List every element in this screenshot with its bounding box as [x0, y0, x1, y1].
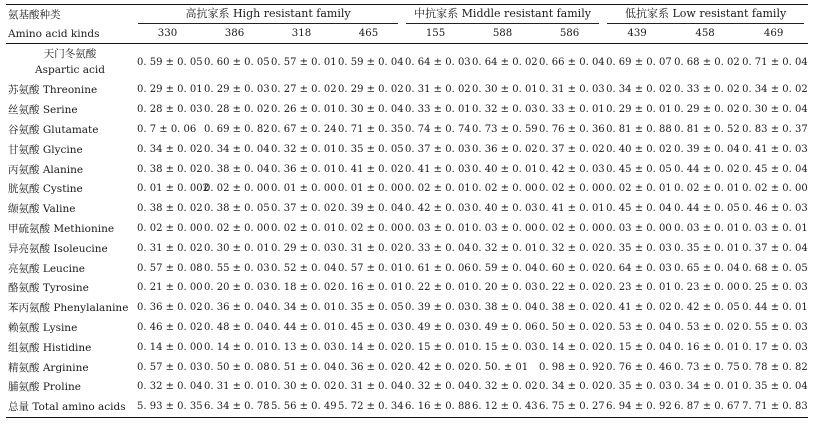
value-cell: 0. 42 ± 0. 03	[405, 203, 471, 215]
value-cell: 0. 29 ± 0. 01	[606, 104, 672, 116]
amino-acid-name-cn: 组氨酸	[8, 341, 40, 354]
family-header-439: 439	[627, 28, 647, 39]
value-cell: 0. 39 ± 0. 04	[674, 143, 740, 155]
value-cell: 0. 02 ± 0. 00	[472, 183, 538, 195]
amino-acid-name-en: Glutamate	[42, 123, 99, 136]
table-row	[6, 120, 808, 140]
value-cell: 0. 42 ± 0. 02	[405, 361, 471, 373]
value-cell: 0. 14 ± 0. 00	[137, 341, 203, 353]
value-cell: 0. 64 ± 0. 03	[405, 56, 471, 68]
value-cell: 0. 74 ± 0. 74	[405, 123, 471, 135]
value-cell: 0. 26 ± 0. 01	[271, 104, 337, 116]
value-cell: 0. 53 ± 0. 02	[674, 321, 740, 333]
value-cell: 0. 45 ± 0. 03	[338, 321, 404, 333]
value-cell: 0. 81 ± 0. 52	[674, 123, 740, 135]
value-cell: 0. 46 ± 0. 02	[137, 321, 203, 333]
amino-acid-name-en: Histidine	[42, 341, 92, 354]
amino-acid-name-en: Total amino acids	[32, 401, 126, 414]
value-cell: 0. 40 ± 0. 01	[472, 163, 538, 175]
value-cell: 0. 27 ± 0. 02	[271, 84, 337, 96]
value-cell: 0. 31 ± 0. 04	[338, 381, 404, 393]
value-cell: 0. 34 ± 0. 02	[742, 84, 808, 96]
value-cell: 0. 57 ± 0. 01	[338, 262, 404, 274]
amino-acid-name	[6, 318, 134, 338]
family-header-469: 469	[763, 28, 784, 39]
value-cell: 0. 65 ± 0. 04	[674, 262, 740, 274]
family-header-465: 465	[358, 28, 379, 39]
value-cell: 0. 59 ± 0. 04	[472, 262, 538, 274]
amino-acid-name	[6, 100, 134, 120]
value-cell: 0. 23 ± 0. 00	[674, 282, 740, 294]
value-cell: 0. 34 ± 0. 01	[674, 381, 740, 393]
table-row	[6, 179, 808, 199]
value-cell: 0. 38 ± 0. 04	[472, 302, 538, 314]
amino-acid-name-cn: 缬氨酸	[8, 203, 40, 216]
amino-acid-name	[6, 337, 134, 357]
value-cell: 0. 39 ± 0. 04	[338, 203, 404, 215]
amino-acid-name	[6, 298, 134, 318]
value-cell: 6. 94 ± 0. 92	[606, 401, 672, 413]
family-header-586: 586	[559, 28, 580, 39]
table-row	[6, 357, 808, 377]
amino-acid-name	[6, 397, 134, 417]
amino-acid-name	[6, 80, 134, 100]
table-row	[6, 258, 808, 278]
amino-acid-name	[6, 120, 134, 140]
amino-acid-name-cn: 赖氨酸	[8, 321, 40, 334]
value-cell: 0. 76 ± 0. 46	[606, 361, 672, 373]
value-cell: 0. 03 ± 0. 01	[405, 222, 471, 234]
value-cell: 0. 02 ± 0. 01	[271, 222, 337, 234]
value-cell: 0. 22 ± 0. 01	[405, 282, 471, 294]
value-cell: 0. 40 ± 0. 02	[606, 143, 672, 155]
value-cell: 0. 02 ± 0. 01	[674, 183, 740, 195]
amino-acid-name-en: Alanine	[42, 163, 84, 176]
amino-acid-name-en: Methionine	[53, 222, 115, 235]
amino-acid-name-cn: 丙氨酸	[8, 163, 40, 176]
value-cell: 0. 41 ± 0. 01	[539, 203, 605, 215]
amino-acid-name	[6, 238, 134, 258]
value-cell: 0. 28 ± 0. 02	[204, 104, 270, 116]
table-row	[6, 100, 808, 120]
value-cell: 0. 02 ± 0. 00	[539, 183, 605, 195]
value-cell: 0. 15 ± 0. 04	[606, 341, 672, 353]
table-row	[6, 219, 808, 239]
value-cell: 0. 30 ± 0. 02	[271, 381, 337, 393]
value-cell: 0. 83 ± 0. 37	[742, 123, 808, 135]
value-cell: 0. 64 ± 0. 03	[606, 262, 672, 274]
value-cell: 0. 16 ± 0. 01	[338, 282, 404, 294]
value-cell: 0. 51 ± 0. 04	[271, 361, 337, 373]
value-cell: 0. 14 ± 0. 01	[204, 341, 270, 353]
value-cell: 0. 01 ± 0. 00	[271, 183, 337, 195]
value-cell: 0. 32 ± 0. 01	[271, 143, 337, 155]
value-cell: 0. 38 ± 0. 02	[137, 203, 203, 215]
group-header-low: 低抗家系 Low resistant family	[603, 5, 808, 25]
value-cell: 0. 32 ± 0. 03	[472, 104, 538, 116]
value-cell: 6. 12 ± 0. 43	[472, 401, 538, 413]
value-cell: 0. 50 ± 0. 08	[204, 361, 270, 373]
value-cell: 0. 34 ± 0. 02	[606, 84, 672, 96]
family-header-318: 318	[291, 28, 312, 39]
amino-acid-name-cn: 丝氨酸	[8, 104, 40, 117]
value-cell: 0. 21 ± 0. 00	[137, 282, 203, 294]
value-cell: 0. 35 ± 0. 03	[606, 242, 672, 254]
value-cell: 0. 60 ± 0. 02	[539, 262, 605, 274]
value-cell: 0. 13 ± 0. 03	[271, 341, 337, 353]
value-cell: 0. 61 ± 0. 06	[405, 262, 471, 274]
value-cell: 0. 30 ± 0. 04	[742, 104, 808, 116]
value-cell: 0. 36 ± 0. 02	[338, 361, 404, 373]
table-row	[6, 298, 808, 318]
table-row	[6, 337, 808, 357]
amino-acid-name	[6, 44, 134, 81]
family-header-155: 155	[425, 28, 446, 39]
value-cell: 0. 38 ± 0. 02	[539, 302, 605, 314]
value-cell: 0. 41 ± 0. 02	[606, 302, 672, 314]
header-row-families	[6, 24, 808, 44]
value-cell: 0. 35 ± 0. 05	[338, 143, 404, 155]
table-row	[6, 159, 808, 179]
amino-acid-name-cn: 精氨酸	[8, 361, 40, 374]
value-cell: 0. 32 ± 0. 04	[405, 381, 471, 393]
value-cell: 0. 34 ± 0. 01	[271, 302, 337, 314]
value-cell: 0. 31 ± 0. 01	[204, 381, 270, 393]
amino-acid-name-cn: 谷氨酸	[8, 123, 40, 136]
value-cell: 0. 69 ± 0. 07	[606, 56, 672, 68]
value-cell: 0. 25 ± 0. 03	[742, 282, 808, 294]
value-cell: 0. 57 ± 0. 03	[137, 361, 203, 373]
amino-acid-name-en: Aspartic acid	[35, 64, 105, 76]
amino-acid-name	[6, 219, 134, 239]
amino-acid-name	[6, 278, 134, 298]
amino-acid-name-en: Threonine	[42, 84, 98, 97]
value-cell: 0. 35 ± 0. 01	[674, 242, 740, 254]
amino-acid-name-cn: 甘氨酸	[8, 143, 40, 156]
value-cell: 0. 34 ± 0. 02	[539, 381, 605, 393]
amino-acid-kinds-header-en: Amino acid kinds	[8, 27, 100, 40]
value-cell: 0. 60 ± 0. 05	[204, 56, 270, 68]
value-cell: 0. 20 ± 0. 03	[472, 282, 538, 294]
value-cell: 0. 59 ± 0. 05	[137, 56, 203, 68]
value-cell: 0. 03 ± 0. 01	[674, 222, 740, 234]
value-cell: 0. 02 ± 0. 01	[405, 183, 471, 195]
value-cell: 0. 36 ± 0. 02	[472, 143, 538, 155]
amino-acid-name-en: Leucine	[42, 262, 86, 275]
amino-acid-kinds-header-cn: 氨基酸种类	[8, 9, 61, 21]
value-cell: 0. 48 ± 0. 04	[204, 321, 270, 333]
value-cell: 0. 45 ± 0. 05	[606, 163, 672, 175]
table-row	[6, 199, 808, 219]
value-cell: 0. 36 ± 0. 04	[204, 302, 270, 314]
value-cell: 0. 03 ± 0. 00	[472, 222, 538, 234]
value-cell: 0. 44 ± 0. 01	[271, 321, 337, 333]
value-cell: 6. 34 ± 0. 78	[204, 401, 270, 413]
value-cell: 0. 14 ± 0. 02	[539, 341, 605, 353]
value-cell: 0. 32 ± 0. 02	[539, 242, 605, 254]
value-cell: 5. 56 ± 0. 49	[271, 401, 337, 413]
value-cell: 0. 35 ± 0. 03	[606, 381, 672, 393]
amino-acid-name-en: Cystine	[42, 183, 83, 196]
value-cell: 0. 52 ± 0. 04	[271, 262, 337, 274]
amino-acid-name	[6, 139, 134, 159]
table-body	[6, 44, 808, 418]
value-cell: 0. 03 ± 0. 01	[742, 222, 808, 234]
family-header-458: 458	[695, 28, 715, 39]
value-cell: 0. 49 ± 0. 06	[472, 321, 538, 333]
value-cell: 0. 32 ± 0. 01	[472, 242, 538, 254]
family-header-330: 330	[157, 28, 178, 39]
value-cell: 0. 67 ± 0. 24	[271, 123, 337, 135]
value-cell: 0. 7 ± 0. 06	[137, 123, 197, 135]
value-cell: 0. 33 ± 0. 02	[674, 84, 740, 96]
value-cell: 0. 16 ± 0. 01	[674, 341, 740, 353]
value-cell: 0. 59 ± 0. 04	[338, 56, 404, 68]
value-cell: 0. 50. ± 01	[472, 361, 529, 373]
value-cell: 6. 87 ± 0. 67	[674, 401, 740, 413]
value-cell: 0. 33 ± 0. 04	[405, 242, 471, 254]
value-cell: 0. 37 ± 0. 04	[742, 242, 808, 254]
value-cell: 0. 37 ± 0. 02	[271, 203, 337, 215]
value-cell: 0. 38 ± 0. 05	[204, 203, 270, 215]
table-row	[6, 139, 808, 159]
value-cell: 0. 57 ± 0. 01	[271, 56, 337, 68]
value-cell: 0. 71 ± 0. 04	[742, 56, 808, 68]
value-cell: 0. 30 ± 0. 01	[472, 84, 538, 96]
value-cell: 0. 38 ± 0. 04	[204, 163, 270, 175]
value-cell: 0. 33 ± 0. 01	[539, 104, 605, 116]
value-cell: 0. 33 ± 0. 01	[405, 104, 471, 116]
value-cell: 0. 32 ± 0. 04	[137, 381, 203, 393]
amino-acid-name	[6, 377, 134, 397]
value-cell: 0. 68 ± 0. 02	[674, 56, 740, 68]
amino-acid-name-en: Isoleucine	[53, 242, 108, 255]
value-cell: 0. 29 ± 0. 02	[674, 104, 740, 116]
value-cell: 0. 02 ± 0. 00	[338, 222, 404, 234]
amino-acid-name-cn: 亮氨酸	[8, 262, 40, 275]
amino-acid-name-cn: 苏氨酸	[8, 84, 40, 97]
amino-acid-name-en: Glycine	[42, 143, 83, 156]
value-cell: 0. 55 ± 0. 03	[204, 262, 270, 274]
value-cell: 0. 45 ± 0. 04	[606, 203, 672, 215]
value-cell: 0. 66 ± 0. 04	[539, 56, 605, 68]
value-cell: 0. 44 ± 0. 02	[674, 163, 740, 175]
value-cell: 0. 35 ± 0. 04	[742, 381, 808, 393]
value-cell: 0. 41 ± 0. 03	[742, 143, 808, 155]
group-header-middle: 中抗家系 Middle resistant family	[402, 5, 603, 25]
value-cell: 6. 75 ± 0. 27	[539, 401, 605, 413]
value-cell: 0. 34 ± 0. 04	[204, 143, 270, 155]
value-cell: 0. 36 ± 0. 02	[137, 302, 203, 314]
value-cell: 0. 31 ± 0. 03	[539, 84, 605, 96]
amino-acid-name-cn: 酪氨酸	[8, 282, 40, 295]
table-container	[6, 4, 808, 418]
value-cell: 0. 37 ± 0. 03	[405, 143, 471, 155]
value-cell: 0. 03 ± 0. 00	[606, 222, 672, 234]
value-cell: 0. 02 ± 0. 00	[539, 222, 605, 234]
value-cell: 0. 30 ± 0. 01	[204, 242, 270, 254]
value-cell: 0. 42 ± 0. 05	[674, 302, 740, 314]
header-row-groups	[6, 5, 808, 25]
amino-acid-name	[6, 159, 134, 179]
amino-acid-name	[6, 258, 134, 278]
value-cell: 0. 69 ± 0. 82	[204, 123, 270, 135]
value-cell: 0. 15 ± 0. 01	[405, 341, 471, 353]
value-cell: 0. 28 ± 0. 03	[137, 104, 203, 116]
value-cell: 0. 31 ± 0. 02	[405, 84, 471, 96]
table-header	[6, 5, 808, 44]
value-cell: 0. 34 ± 0. 02	[137, 143, 203, 155]
value-cell: 0. 42 ± 0. 03	[539, 163, 605, 175]
value-cell: 0. 78 ± 0. 82	[742, 361, 808, 373]
value-cell: 0. 39 ± 0. 03	[405, 302, 471, 314]
value-cell: 0. 20 ± 0. 03	[204, 282, 270, 294]
value-cell: 0. 45 ± 0. 04	[742, 163, 808, 175]
value-cell: 0. 76 ± 0. 36	[539, 123, 605, 135]
value-cell: 0. 36 ± 0. 01	[271, 163, 337, 175]
table-row	[6, 377, 808, 397]
value-cell: 0. 64 ± 0. 02	[472, 56, 538, 68]
value-cell: 0. 23 ± 0. 01	[606, 282, 672, 294]
family-header-386: 386	[224, 28, 245, 39]
value-cell: 0. 81 ± 0. 88	[606, 123, 672, 135]
amino-acid-name-cn: 苯丙氨酸	[8, 302, 50, 315]
value-cell: 0. 32 ± 0. 02	[472, 381, 538, 393]
value-cell: 7. 71 ± 0. 83	[742, 401, 808, 413]
value-cell: 0. 98 ± 0. 92	[539, 361, 605, 373]
value-cell: 0. 37 ± 0. 02	[539, 143, 605, 155]
amino-acid-name-cn: 胱氨酸	[8, 183, 40, 196]
value-cell: 0. 44 ± 0. 05	[674, 203, 740, 215]
table-row	[6, 278, 808, 298]
amino-acid-name	[6, 357, 134, 377]
group-header-high: 高抗家系 High resistant family	[134, 5, 402, 25]
value-cell: 0. 02 ± 0. 00	[742, 183, 808, 195]
amino-acid-name-cn: 甲硫氨酸	[8, 222, 50, 235]
amino-acid-name-en: Serine	[42, 104, 78, 117]
value-cell: 0. 38 ± 0. 02	[137, 163, 203, 175]
value-cell: 0. 41 ± 0. 02	[338, 163, 404, 175]
value-cell: 0. 73 ± 0. 59	[472, 123, 538, 135]
value-cell: 0. 68 ± 0. 05	[742, 262, 808, 274]
value-cell: 0. 55 ± 0. 03	[742, 321, 808, 333]
value-cell: 0. 73 ± 0. 75	[674, 361, 740, 373]
value-cell: 0. 29 ± 0. 01	[137, 84, 203, 96]
amino-acid-name	[6, 199, 134, 219]
value-cell: 0. 44 ± 0. 01	[742, 302, 808, 314]
table-row	[6, 44, 808, 81]
value-cell: 0. 46 ± 0. 03	[742, 203, 808, 215]
table-row	[6, 80, 808, 100]
amino-acid-table	[6, 4, 808, 418]
value-cell: 5. 72 ± 0. 34	[338, 401, 404, 413]
value-cell: 0. 02 ± 0. 00	[137, 222, 203, 234]
value-cell: 0. 49 ± 0. 03	[405, 321, 471, 333]
table-row	[6, 238, 808, 258]
value-cell: 0. 31 ± 0. 02	[137, 242, 203, 254]
value-cell: 0. 14 ± 0. 02	[338, 341, 404, 353]
value-cell: 0. 57 ± 0. 08	[137, 262, 203, 274]
amino-acid-name-en: Phenylalanine	[53, 302, 129, 315]
value-cell: 0. 31 ± 0. 02	[338, 242, 404, 254]
table-row	[6, 318, 808, 338]
family-header-588: 588	[492, 28, 513, 39]
amino-acid-name-en: Tyrosine	[42, 282, 89, 295]
value-cell: 0. 29 ± 0. 03	[204, 84, 270, 96]
value-cell: 0. 02 ± 0. 01	[606, 183, 672, 195]
value-cell: 0. 17 ± 0. 03	[742, 341, 808, 353]
value-cell: 0. 29 ± 0. 03	[271, 242, 337, 254]
amino-acid-name-en: Valine	[42, 203, 76, 216]
table-row	[6, 397, 808, 417]
value-cell: 0. 30 ± 0. 04	[338, 104, 404, 116]
amino-acid-name-en: Proline	[42, 381, 81, 394]
amino-acid-name-cn: 天门冬氨酸	[43, 48, 97, 60]
value-cell: 0. 41 ± 0. 03	[405, 163, 471, 175]
value-cell: 0. 18 ± 0. 02	[271, 282, 337, 294]
value-cell: 0. 53 ± 0. 04	[606, 321, 672, 333]
value-cell: 0. 50 ± 0. 02	[539, 321, 605, 333]
value-cell: 0. 29 ± 0. 02	[338, 84, 404, 96]
value-cell: 0. 35 ± 0. 05	[338, 302, 404, 314]
amino-acid-name-cn: 脯氨酸	[8, 381, 40, 394]
value-cell: 0. 40 ± 0. 03	[472, 203, 538, 215]
value-cell: 0. 02 ± 0. 00	[204, 222, 270, 234]
amino-acid-name-en: Lysine	[42, 321, 78, 334]
value-cell: 6. 16 ± 0. 88	[405, 401, 471, 413]
amino-acid-name-en: Arginine	[42, 361, 89, 374]
value-cell: 0. 01 ± 0. 00	[338, 183, 404, 195]
value-cell: 0. 01 ± 0. 002	[137, 183, 209, 195]
value-cell: 0. 71 ± 0. 35	[338, 123, 404, 135]
value-cell: 0. 22 ± 0. 02	[539, 282, 605, 294]
value-cell: 0. 15 ± 0. 03	[472, 341, 538, 353]
amino-acid-name-cn: 异亮氨酸	[8, 242, 50, 255]
value-cell: 0. 02 ± 0. 00	[204, 183, 270, 195]
amino-acid-name	[6, 179, 134, 199]
value-cell: 5. 93 ± 0. 35	[137, 401, 203, 413]
amino-acid-name-cn: 总量	[8, 401, 29, 414]
